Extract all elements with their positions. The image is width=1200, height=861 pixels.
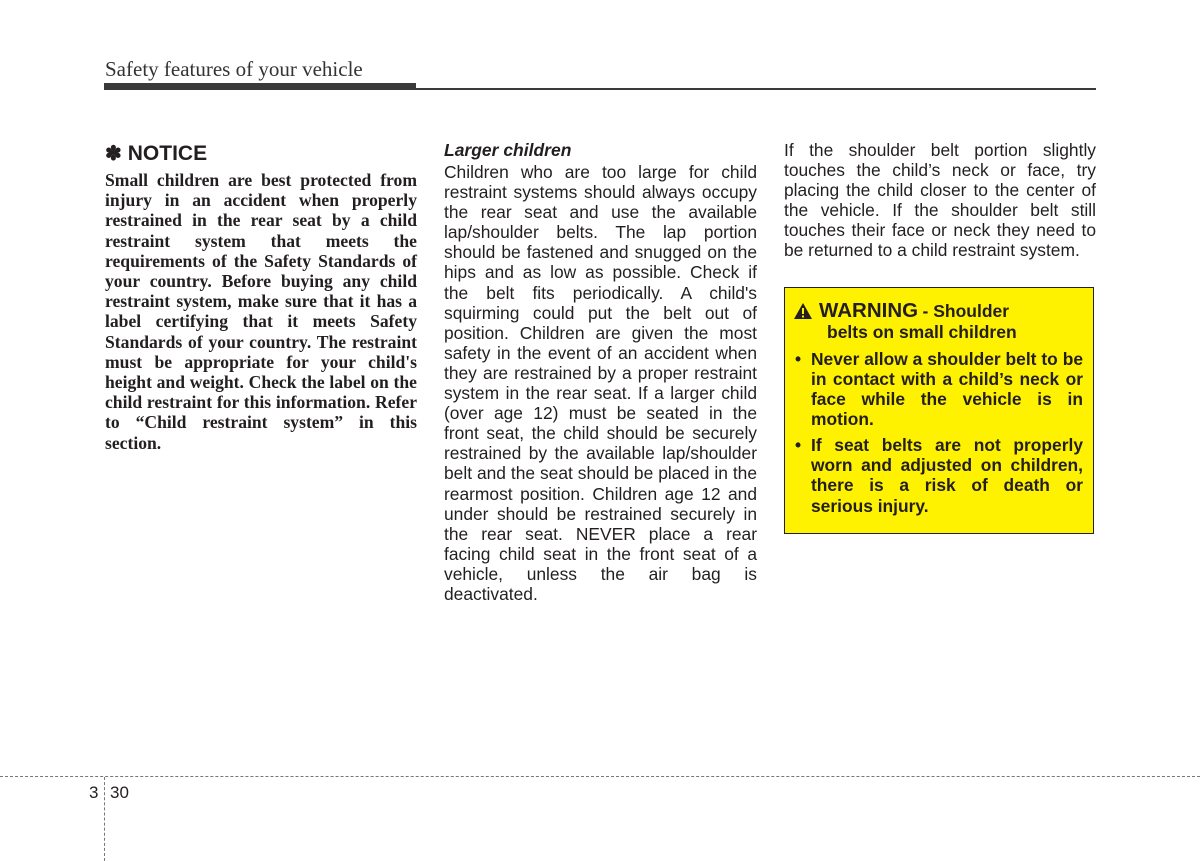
chapter-number: 3 bbox=[89, 783, 99, 802]
larger-children-column bbox=[444, 140, 757, 604]
warning-list bbox=[793, 349, 1083, 516]
warning-item-text: Never allow a shoulder belt to be in contact with a child’s neck or face while the vehicle is in motion. bbox=[811, 348, 1083, 430]
footer-divider bbox=[0, 776, 1200, 777]
bullet-icon: • bbox=[795, 348, 802, 369]
notice-heading bbox=[105, 141, 417, 166]
warning-box bbox=[784, 287, 1094, 534]
warning-triangle-icon bbox=[793, 302, 813, 320]
shoulder-belt-paragraph: If the shoulder belt portion slightly touches the child’s neck or face, try placing the child closer to the center of the vehicle. If the shoulder belt still touches their face or neck they need to be returned to a child restraint system. bbox=[784, 140, 1096, 261]
footer-vertical-divider bbox=[104, 777, 105, 861]
warning-title-row bbox=[793, 300, 1083, 322]
right-column bbox=[784, 140, 1096, 534]
bullet-icon: • bbox=[795, 434, 802, 455]
notice-column bbox=[105, 140, 417, 453]
asterisk-icon: ✽ bbox=[105, 143, 122, 165]
larger-children-body: Children who are too large for child restraint systems should always occupy the rear seat and use the available lap/shoulder belts. The lap portion should be fastened and snugged on the hips and as low as possible. Check if the belt fits periodically. A child's squirming could put the belt out of position. Children are given the most safety in the event of an accident when they are restrained by a proper restraint system in the rear seat. If a larger child (over age 12) must be seated in the front seat, the child should be securely restrained by the available lap/shoulder belt and the seat should be placed in the rearmost position. Children age 12 and under should be restrained securely in the rear seat. NEVER place a rear facing child seat in the front seat of a vehicle, unless the air bag is deactivated. bbox=[444, 162, 757, 604]
warning-subtitle-line2: belts on small children bbox=[827, 321, 1017, 342]
header-rule bbox=[104, 88, 1096, 90]
page-number: 30 bbox=[110, 783, 129, 802]
notice-body: Small children are best protected from injury in an accident when properly restrained in the rear seat by a child restraint system that meets the requirements of the Safety Standards of your country. Before buying any child restraint system, make sure that it has a label certifying that it meets Safety Standards of your country. The restraint must be appropriate for your child's height and weight. Check the label on the child restraint for this information. Refer to “Child restraint system” in this section. bbox=[105, 170, 417, 453]
section-title: Safety features of your vehicle bbox=[105, 57, 363, 81]
warning-title: WARNING bbox=[819, 298, 919, 322]
warning-item-text: If seat belts are not properly worn and adjusted on children, there is a risk of death or serious injury. bbox=[811, 434, 1083, 516]
warning-item bbox=[793, 349, 1083, 430]
warning-subtitle: - Shoulder bbox=[922, 300, 1010, 321]
notice-heading-label: NOTICE bbox=[127, 141, 208, 165]
warning-item bbox=[793, 435, 1083, 516]
larger-children-heading: Larger children bbox=[444, 140, 572, 160]
